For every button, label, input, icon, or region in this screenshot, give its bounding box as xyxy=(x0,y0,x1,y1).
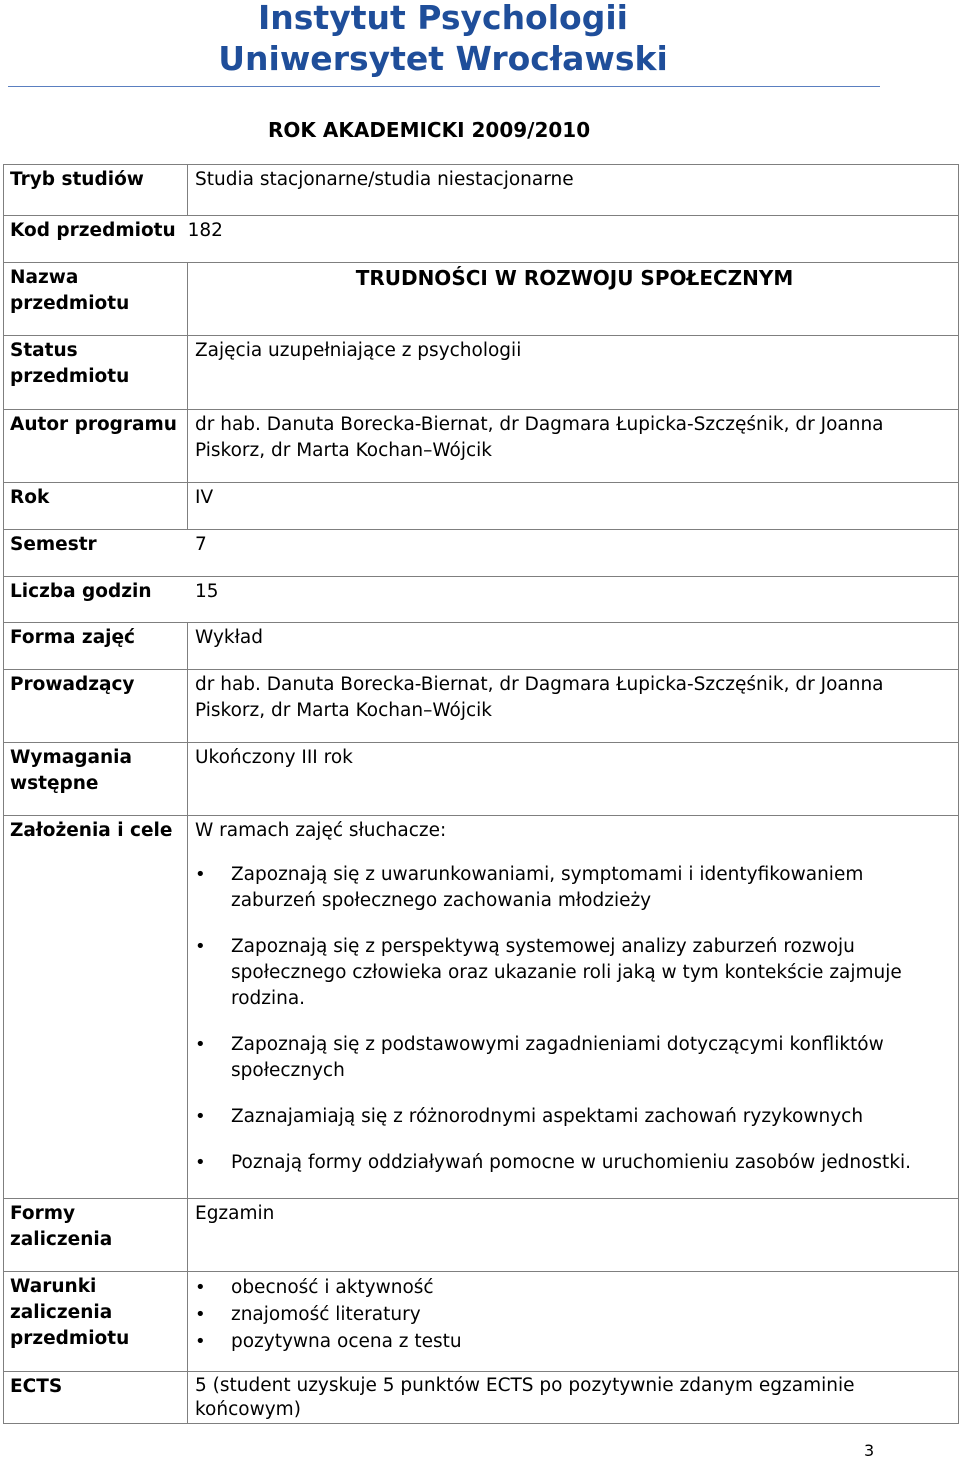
value-prowadzacy: dr hab. Danuta Borecka-Biernat, dr Dagmara Łupicka-Szczęśnik, dr Joanna Piskorz, dr Marta Kochan–Wójcik xyxy=(188,670,959,743)
row-tryb xyxy=(4,165,959,216)
label-wymagania: Wymagania wstępne xyxy=(4,743,188,816)
row-status xyxy=(4,336,959,410)
page-number: 3 xyxy=(864,1441,875,1460)
label-formy: Formy zaliczenia xyxy=(4,1199,188,1272)
goals-intro: W ramach zajęć słuchacze: xyxy=(195,820,447,841)
label-rok: Rok xyxy=(4,483,188,530)
label-autor: Autor programu xyxy=(4,410,188,483)
institute-name: Instytut Psychologii xyxy=(258,0,628,37)
value-formy: Egzamin xyxy=(188,1199,959,1272)
label-warunki: Warunki zaliczenia przedmiotu xyxy=(4,1272,188,1372)
label-nazwa: Nazwa przedmiotu xyxy=(4,263,188,336)
value-godziny: 15 xyxy=(195,581,219,602)
goal-item: • Poznają formy oddziaływań pomocne w uruchomieniu zasobów jednostki. xyxy=(195,1150,954,1176)
condition-item: • pozytywna ocena z testu xyxy=(195,1328,954,1355)
value-rok: IV xyxy=(188,483,959,530)
label-zalozenia: Założenia i cele xyxy=(4,816,188,1199)
value-status: Zajęcia uzupełniające z psychologii xyxy=(188,336,959,410)
value-wymagania: Ukończony III rok xyxy=(188,743,959,816)
row-forma xyxy=(4,623,959,670)
cell-kod xyxy=(4,216,959,263)
row-rok xyxy=(4,483,959,530)
value-tryb: Studia stacjonarne/studia niestacjonarne xyxy=(188,165,959,216)
goal-item: • Zapoznają się z uwarunkowaniami, symptomami i identyfikowaniem zaburzeń społecznego zachowania młodzieży xyxy=(195,862,954,914)
value-semestr: 7 xyxy=(195,534,207,555)
row-kod xyxy=(4,216,959,263)
academic-year: ROK AKADEMICKI 2009/2010 xyxy=(268,118,591,142)
row-wymagania xyxy=(4,743,959,816)
label-godziny: Liczba godzin xyxy=(10,581,152,602)
condition-item: • obecność i aktywność xyxy=(195,1274,954,1301)
row-godziny xyxy=(4,577,959,623)
row-autor xyxy=(4,410,959,483)
label-forma: Forma zajęć xyxy=(4,623,188,670)
row-nazwa xyxy=(4,263,959,336)
label-tryb: Tryb studiów xyxy=(4,165,188,216)
value-forma: Wykład xyxy=(188,623,959,670)
header-rule xyxy=(8,86,880,87)
university-name: Uniwersytet Wrocławski xyxy=(218,39,668,78)
label-prowadzacy: Prowadzący xyxy=(4,670,188,743)
label-ects: ECTS xyxy=(4,1372,188,1424)
row-zalozenia xyxy=(4,816,959,1199)
row-prowadzacy xyxy=(4,670,959,743)
value-ects: 5 (student uzyskuje 5 punktów ECTS po pozytywnie zdanym egzaminie końcowym) xyxy=(188,1372,959,1424)
value-warunki xyxy=(188,1272,959,1372)
cell-semestr xyxy=(4,530,959,577)
label-semestr: Semestr xyxy=(10,534,97,555)
label-kod: Kod przedmiotu xyxy=(10,220,176,241)
goals-list xyxy=(195,862,954,1176)
value-zalozenia xyxy=(188,816,959,1199)
row-semestr xyxy=(4,530,959,577)
conditions-list xyxy=(195,1274,954,1355)
syllabus-table xyxy=(3,164,959,1424)
row-ects xyxy=(4,1372,959,1424)
cell-godziny xyxy=(4,577,959,623)
label-status: Status przedmiotu xyxy=(4,336,188,410)
value-autor: dr hab. Danuta Borecka-Biernat, dr Dagmara Łupicka-Szczęśnik, dr Joanna Piskorz, dr Marta Kochan–Wójcik xyxy=(188,410,959,483)
goal-item: • Zapoznają się z podstawowymi zagadnieniami dotyczącymi konfliktów społecznych xyxy=(195,1032,954,1084)
goal-item: • Zaznajamiają się z różnorodnymi aspektami zachowań ryzykownych xyxy=(195,1104,954,1130)
condition-item: • znajomość literatury xyxy=(195,1301,954,1328)
value-kod: 182 xyxy=(187,220,223,241)
goal-item: • Zapoznają się z perspektywą systemowej analizy zaburzeń rozwoju społecznego człowieka oraz ukazanie roli jaką w tym kontekście zajmuje rodzina. xyxy=(195,934,954,1012)
subject-title: TRUDNOŚCI W ROZWOJU SPOŁECZNYM xyxy=(188,263,959,336)
row-formy xyxy=(4,1199,959,1272)
row-warunki xyxy=(4,1272,959,1372)
